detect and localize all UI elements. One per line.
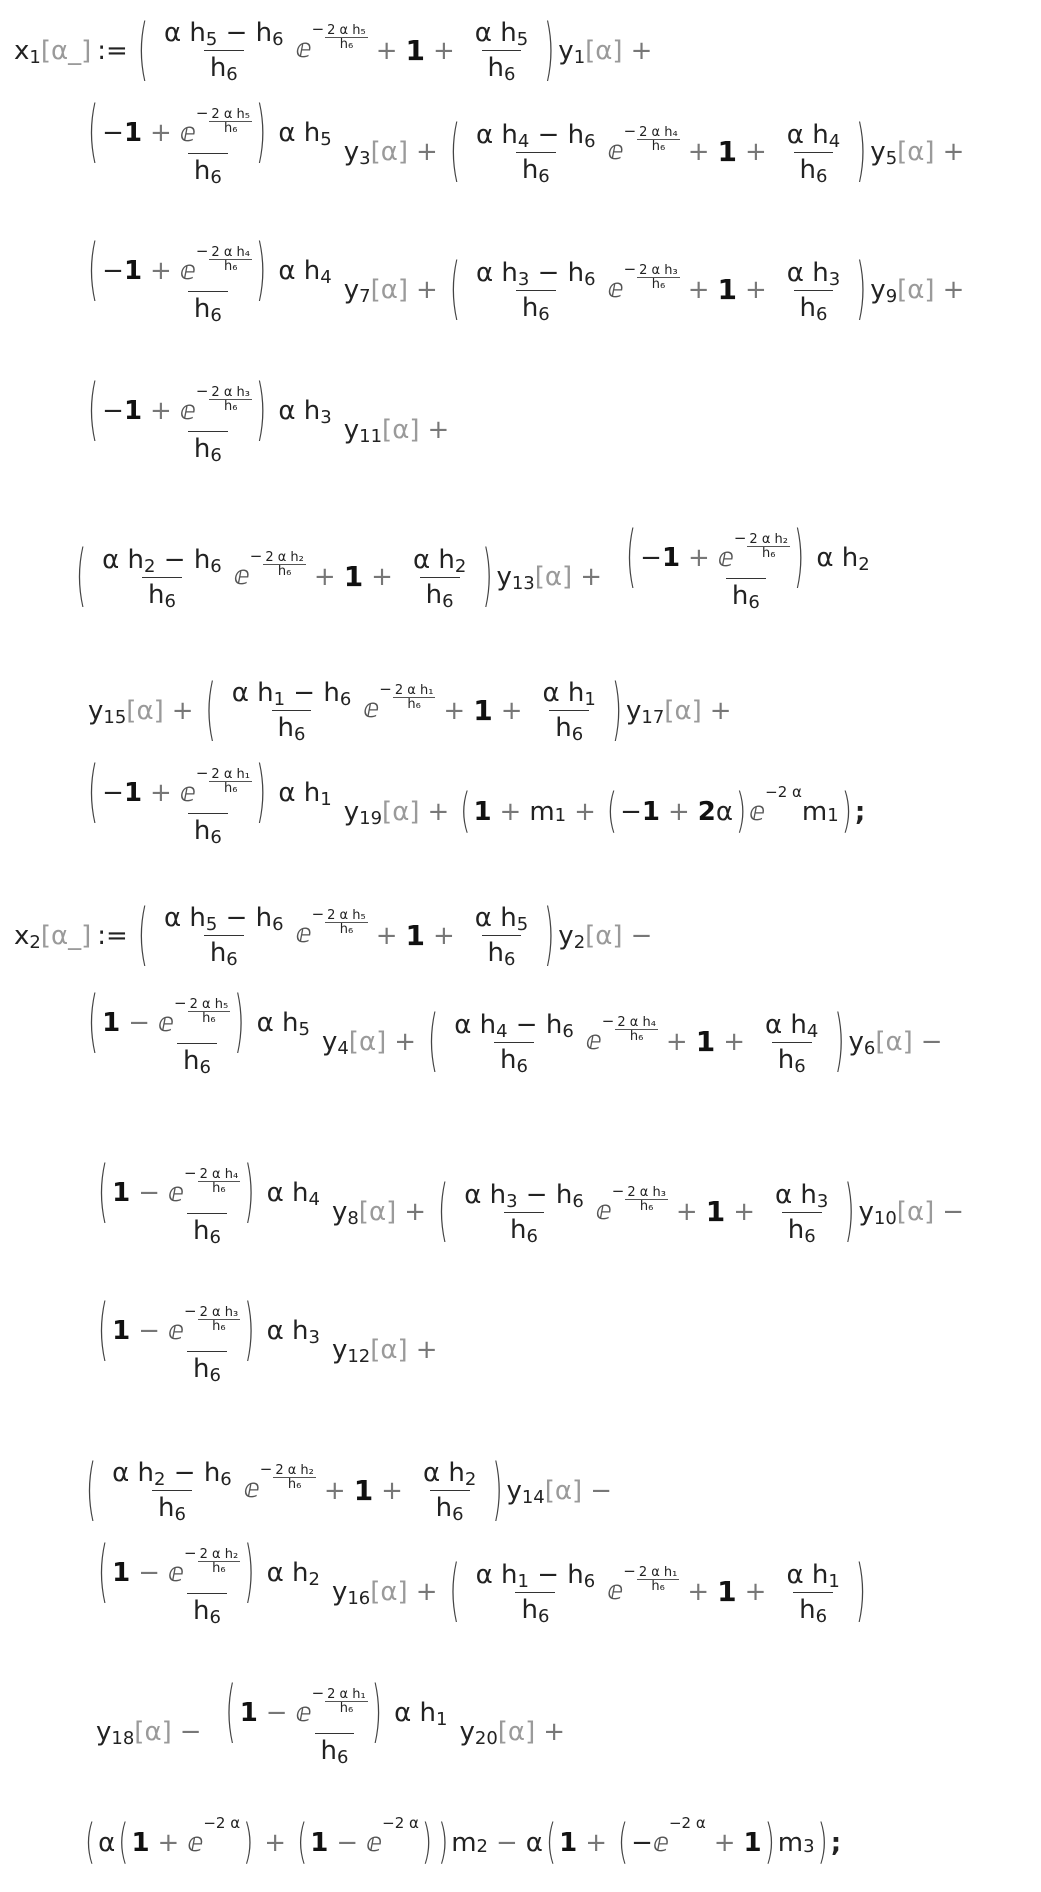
line-1: x1 [α_] := ( $\frac{\text{α h5 − h6}}{h6}$ ⅇ $^{- \frac{\text{2 α h₅}}{\text{h₆}}}$ + 1 + $\frac{\text{α h5}}{h6}$ ) y1 [α] + — [14, 11, 653, 90]
line-3: ( −1 + ⅇ $^{- \frac{\text{2 α h₄}}{\text{h₆}}}$ ) α h4 h6 y7 [α] + ( $\frac{\text{α h3 − h6}}{h6}$ ⅇ $^{- \frac{\text{2 α h₃}}{\text{h₆}}}$ + 1 + $\frac{\text{α h3}}{h6}$ ) y9 [α] + — [88, 232, 965, 329]
line-12: ( $\frac{\text{α h2 − h6}}{h6}$ ⅇ $^{- \frac{\text{2 α h₂}}{\text{h₆}}}$ + 1 + $\frac{\text{α h2}}{h6}$ ) y14 [α] − — [86, 1451, 612, 1530]
line-11: ( 1 − ⅇ $^{- \frac{\text{2 α h₃}}{\text{h₆}}}$ ) α h3 h6 y12 [α] + — [98, 1292, 438, 1386]
line-10: ( 1 − ⅇ $^{- \frac{\text{2 α h₄}}{\text{h₆}}}$ ) α h4 h6 y8 [α] + ( $\frac{\text{α h3 − h6}}{h6}$ ⅇ $^{- \frac{\text{2 α h₃}}{\text{h₆}}}$ + 1 + $\frac{\text{α h3}}{h6}$ ) y10 [α] − — [98, 1154, 965, 1251]
line-8: x2 [α_] := ( $\frac{\text{α h5 − h6}}{h6}$ ⅇ $^{- \frac{\text{2 α h₅}}{\text{h₆}}}$ + 1 + $\frac{\text{α h5}}{h6}$ ) y2 [α] − — [14, 896, 653, 975]
line-4: ( −1 + ⅇ $^{- \frac{\text{2 α h₃}}{\text{h₆}}}$ ) α h3 h6 y11 [α] + — [88, 372, 450, 466]
line-7: ( −1 + ⅇ $^{- \frac{\text{2 α h₁}}{\text{h₆}}}$ ) α h1 h6 y19 [α] + ( 1 + m 1 + ( − 1 + 2 α ) ⅇ $^{-2 \alpha}$ m 1 ) ; — [88, 754, 866, 848]
line-9: ( 1 − ⅇ $^{- \frac{\text{2 α h₅}}{\text{h₆}}}$ ) α h5 h6 y4 [α] + ( $\frac{\text{α h4 − h6}}{h6}$ ⅇ $^{- \frac{\text{2 α h₄}}{\text{h₆}}}$ + 1 + $\frac{\text{α h4}}{h6}$ ) y6 [α] − — [88, 984, 943, 1081]
line-15: ( α ( 1 + ⅇ $^{-2 \alpha}$ ) + ( 1 − ⅇ $^{-2 \alpha}$ ) ) m 2 − α ( 1 + ( − ⅇ $^{-2 \alpha}$ + 1 ) m 3 ) ; — [85, 1814, 842, 1870]
line-5: ( $\frac{\text{α h2 − h6}}{h6}$ ⅇ $^{- \frac{\text{2 α h₂}}{\text{h₆}}}$ + 1 + $\frac{\text{α h2}}{h6}$ ) y13 [α] + ( −1 + ⅇ $^{- \frac{\text{2 α h₂}}{\text{h₆}}}$ ) α h2 h6 — [76, 519, 870, 616]
line-13: ( 1 − ⅇ $^{- \frac{\text{2 α h₂}}{\text{h₆}}}$ ) α h2 h6 y16 [α] + ( $\frac{\text{α h1 − h6}}{h6}$ ⅇ $^{- \frac{\text{2 α h₁}}{\text{h₆}}}$ + 1 + $\frac{\text{α h1}}{h6}$ ) — [98, 1534, 866, 1631]
line-2: ( −1 + ⅇ $^{- \frac{\text{2 α h₅}}{\text{h₆}}}$ ) α h5 h6 y3 [α] + ( $\frac{\text{α h4 − h6}}{h6}$ ⅇ $^{- \frac{\text{2 α h₄}}{\text{h₆}}}$ + 1 + $\frac{\text{α h4}}{h6}$ ) y5 [α] + — [88, 94, 965, 191]
line-6: y15 [α] + ( $\frac{\text{α h1 − h6}}{h6}$ ⅇ $^{- \frac{\text{2 α h₁}}{\text{h₆}}}$ + 1 + $\frac{\text{α h1}}{h6}$ ) y17 [α] + — [88, 671, 732, 750]
line-14: y18 [α] − ( 1 − ⅇ $^{- \frac{\text{2 α h₁}}{\text{h₆}}}$ ) α h1 h6 y20 [α] + — [96, 1674, 566, 1768]
